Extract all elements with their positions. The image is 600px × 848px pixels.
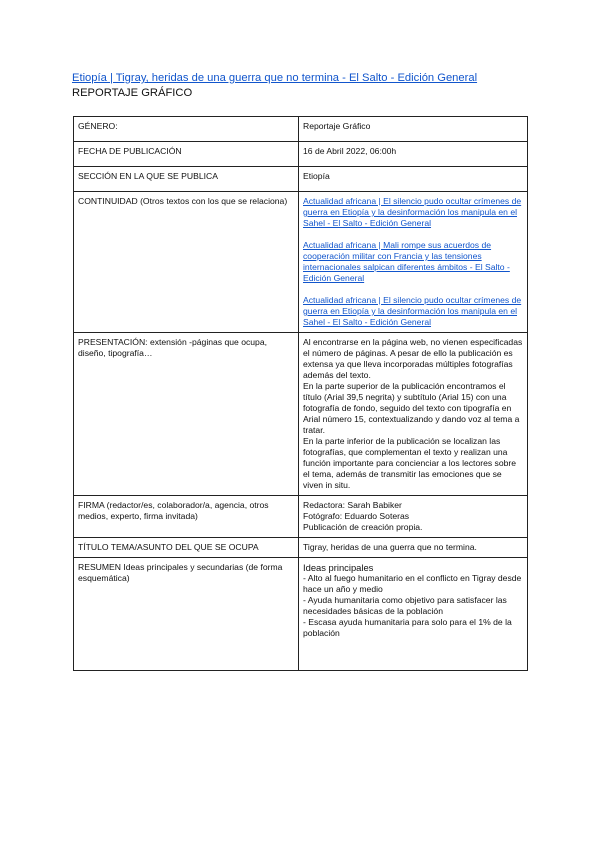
firma-text (299, 496, 528, 538)
related-link-1[interactable]: Actualidad africana | El silencio pudo ocultar crímenes de guerra en Etiopía y la desinformación los manipula en el Sahel - El Salto - Edición General (303, 196, 522, 228)
article-title-link[interactable]: Etiopía | Tigray, heridas de una guerra que no termina - El Salto - Edición General (72, 72, 478, 84)
row-fecha (74, 142, 528, 167)
resumen-item-3: - Escasa ayuda humanitaria para solo para el 1% de la población (303, 617, 512, 638)
resumen-text (299, 558, 528, 671)
firma-redactora: Redactora: Sarah Babiker (303, 500, 402, 510)
row-titulo (74, 538, 528, 558)
row-resumen (74, 558, 528, 671)
presentacion-paragraph-2: En la parte superior de la publicación encontramos el título (Arial 39,5 negrita) y subtítulo (Arial 15) con una fotografía de fondo, seguido del texto con tipografía en Arial número 15, contextualizando y dando voz al tema a tratar. (303, 381, 520, 435)
row-presentacion (74, 333, 528, 496)
seccion-label: SECCIÓN EN LA QUE SE PUBLICA (74, 167, 299, 192)
row-continuidad (74, 192, 528, 333)
resumen-item-1: - Alto al fuego humanitario en el conflicto en Tigray desde hace un año y medio (303, 573, 522, 594)
fecha-label: FECHA DE PUBLICACIÓN (74, 142, 299, 167)
titulo-value: Tigray, heridas de una guerra que no termina. (299, 538, 528, 558)
presentacion-paragraph-1: Al encontrarse en la página web, no vienen especificadas el número de páginas. A pesar de ello la publicación es extensa ya que lleva incorporadas múltiples fotografías además del texto. (303, 337, 523, 380)
document-subtitle: REPORTAJE GRÁFICO (72, 87, 193, 99)
report-table (73, 116, 528, 671)
firma-fotografo: Fotógrafo: Eduardo Soteras (303, 511, 410, 521)
firma-label: FIRMA (redactor/es, colaborador/a, agencia, otros medios, experto, firma invitada) (74, 496, 299, 538)
presentacion-paragraph-3: En la parte inferior de la publicación se localizan las fotografías, que complementan el texto y realizan una función importante para concienciar a los lectores sobre el tema, además de transmitir las emociones que se viven in situ. (303, 436, 517, 490)
related-link-3[interactable]: Actualidad africana | El silencio pudo ocultar crímenes de guerra en Etiopía y la desinformación los manipula en el Sahel - El Salto - Edición General (303, 295, 522, 327)
genero-value: Reportaje Gráfico (299, 117, 528, 142)
resumen-title: Ideas principales (303, 562, 374, 573)
resumen-item-2: - Ayuda humanitaria como objetivo para satisfacer las necesidades básicas de la población (303, 595, 507, 616)
resumen-label: RESUMEN Ideas principales y secundarias (de forma esquemática) (74, 558, 299, 671)
related-link-2[interactable]: Actualidad africana | Mali rompe sus acuerdos de cooperación militar con Francia y las tensiones internacionales salpican diferentes ámbitos - El Salto - Edición General (303, 240, 510, 283)
presentacion-label: PRESENTACIÓN: extensión -páginas que ocupa, diseño, tipografía… (74, 333, 299, 496)
presentacion-text (299, 333, 528, 496)
row-firma (74, 496, 528, 538)
seccion-value: Etiopía (299, 167, 528, 192)
continuidad-label: CONTINUIDAD (Otros textos con los que se relaciona) (74, 192, 299, 333)
row-seccion (74, 167, 528, 192)
firma-publicacion: Publicación de creación propia. (303, 522, 423, 532)
genero-label: GÉNERO: (74, 117, 299, 142)
continuidad-links (299, 192, 528, 333)
fecha-value: 16 de Abril 2022, 06:00h (299, 142, 528, 167)
titulo-label: TÍTULO TEMA/ASUNTO DEL QUE SE OCUPA (74, 538, 299, 558)
row-genero (74, 117, 528, 142)
